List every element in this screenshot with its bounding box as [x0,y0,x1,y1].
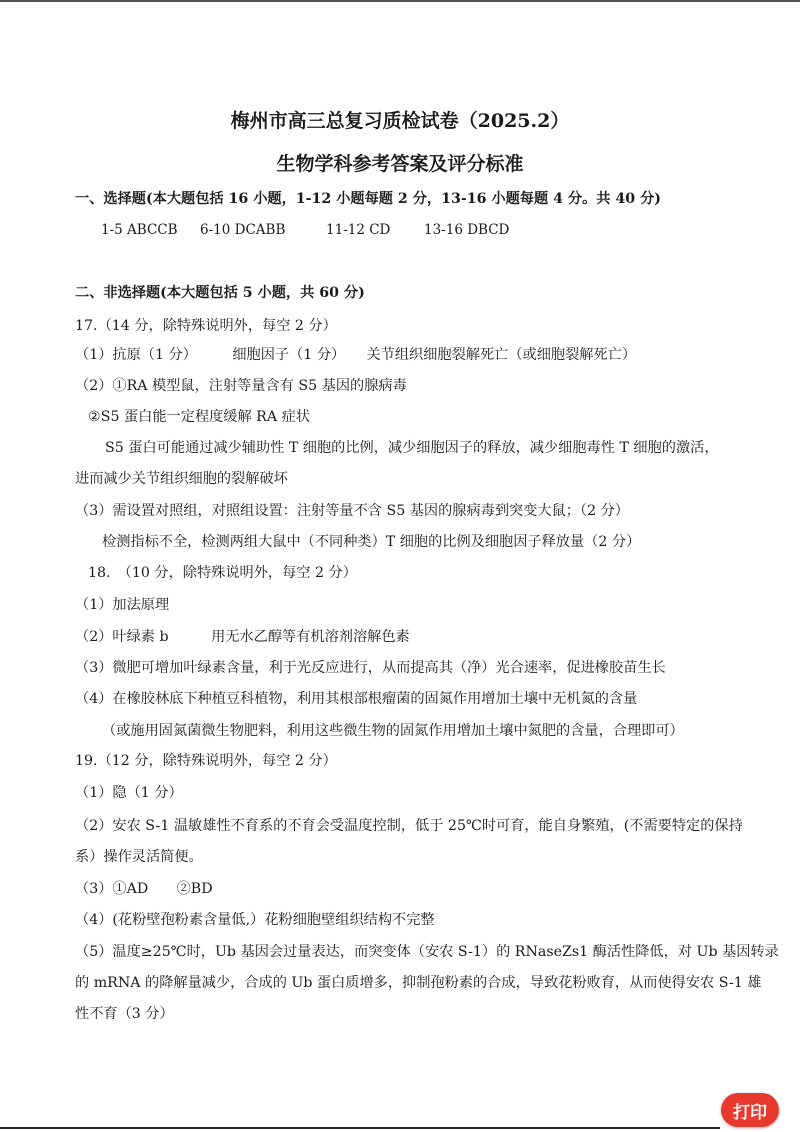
answer-line: （3）①AD ②BD [75,881,213,897]
answer-line: （或施用固氮菌微生物肥料，利用这些微生物的固氮作用增加土壤中氮肥的含量，合理即可） [102,723,684,739]
answer-line: S5 蛋白可能通过减少辅助性 T 细胞的比例，减少细胞因子的释放，减少细胞毒性 T 细胞的激活， [105,440,719,456]
answer-line: 性不育（3 分） [75,1006,174,1022]
answer-line: （2）叶绿素 b 用无水乙醇等有机溶剂溶解色素 [75,629,410,645]
section-heading-choice: 一、选择题(本大题包括 16 小题，1-12 小题每题 2 分，13-16 小题每题 4 分。共 40 分) [75,191,661,207]
answer-line: （5）温度≥25℃时，Ub 基因会过量表达，而突变体（安农 S-1）的 RNaseZs1 酶活性降低，对 Ub 基因转录 [75,944,779,960]
document-subtitle: 生物学科参考答案及评分标准 [276,153,524,175]
answer-line: （3）需设置对照组，对照组设置：注射等量不含 S5 基因的腺病毒到突变大鼠；（2 分） [75,503,629,519]
answer-line: （2）安农 S-1 温敏雄性不育系的不育会受温度控制，低于 25℃时可育，能自身繁殖，(不需要特定的保持 [75,818,743,834]
answer-line: 进而减少关节组织细胞的裂解破坏 [75,471,288,487]
document-title: 梅州市高三总复习质检试卷（2025.2） [230,110,570,132]
mc-answer: 1-5 ABCCB [101,222,178,238]
print-button[interactable]: 打印 [721,1093,779,1127]
answer-line: （3）微肥可增加叶绿素含量，利于光反应进行，从而提高其（净）光合速率，促进橡胶苗生长 [75,660,666,676]
answer-line: 17.（14 分，除特殊说明外，每空 2 分） [75,318,337,334]
section-heading-nonchoice: 二、非选择题(本大题包括 5 小题，共 60 分) [75,285,365,301]
top-edge-line [0,0,800,2]
answer-line: （2）①RA 模型鼠，注射等量含有 S5 基因的腺病毒 [75,378,407,394]
mc-answer: 6-10 DCABB [200,222,286,238]
answer-line: 的 mRNA 的降解量减少，合成的 Ub 蛋白质增多，抑制孢粉素的合成，导致花粉败育，从而使得安农 S-1 雄 [75,975,762,991]
answer-line: ②S5 蛋白能一定程度缓解 RA 症状 [88,409,310,425]
answer-line: （1）抗原（1 分） 细胞因子（1 分） 关节组织细胞裂解死亡（或细胞裂解死亡） [75,347,637,363]
answer-line: 检测指标不全，检测两组大鼠中（不同种类）T 细胞的比例及细胞因子释放量（2 分） [102,534,641,550]
mc-answer: 11-12 CD [326,222,391,238]
mc-answer: 13-16 DBCD [424,222,510,238]
answer-line: （4）(花粉壁孢粉素含量低,）花粉细胞壁组织结构不完整 [75,912,435,928]
answer-line: （1）隐（1 分） [75,785,183,801]
answer-line: （4）在橡胶林底下种植豆科植物，利用其根部根瘤菌的固氮作用增加土壤中无机氮的含量 [75,691,638,707]
answer-line: 18. （10 分，除特殊说明外，每空 2 分） [88,565,357,581]
answer-line: 系）操作灵活简便。 [75,849,203,865]
answer-line: 19.（12 分，除特殊说明外，每空 2 分） [75,753,337,769]
answer-line: （1）加法原理 [75,597,170,613]
bottom-edge-line [0,1127,720,1129]
